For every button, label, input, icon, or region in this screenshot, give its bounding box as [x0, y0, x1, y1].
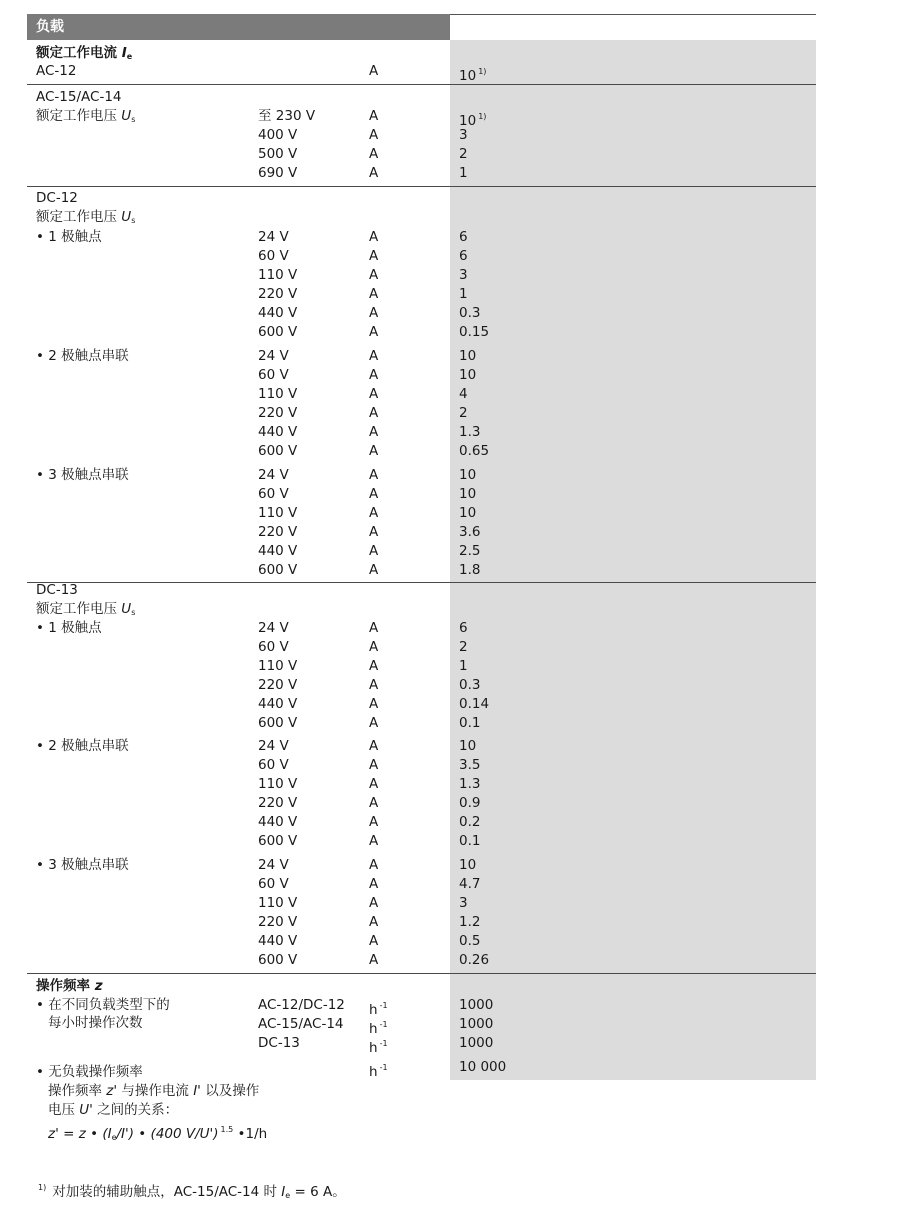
unit-cell: A [369, 443, 379, 459]
voltage-cell: 60 V [258, 248, 289, 264]
voltage-cell: 400 V [258, 127, 298, 143]
voltage-cell: 220 V [258, 286, 298, 302]
unit-cell: A [369, 505, 379, 521]
ac12-value: 10 $^{1)}$ [459, 67, 487, 84]
unit-cell: A [369, 757, 379, 773]
unit-cell: A [369, 658, 379, 674]
relation-line-2: 电压 U' 之间的关系： [48, 1102, 179, 1118]
voltage-cell: 60 V [258, 757, 289, 773]
value-cell: 1.3 [459, 776, 481, 792]
value-column-background [450, 40, 816, 1080]
value-cell: 6 [459, 229, 468, 245]
value-cell: 2.5 [459, 543, 481, 559]
load-category-cell: AC-12/DC-12 [258, 997, 345, 1013]
ac15-category: AC-15/AC-14 [36, 89, 122, 105]
voltage-cell: 110 V [258, 505, 298, 521]
relation-line-1: 操作频率 z' 与操作电流 I' 以及操作 [48, 1083, 260, 1099]
value-cell: 3 [459, 895, 468, 911]
frequency-load-label-2: 每小时操作次数 [48, 1015, 143, 1031]
voltage-cell: 600 V [258, 833, 298, 849]
voltage-cell: 600 V [258, 952, 298, 968]
unit-cell: A [369, 639, 379, 655]
value-cell: 0.15 [459, 324, 490, 340]
load-category-cell: AC-15/AC-14 [258, 1016, 344, 1032]
noload-value: 10 000 [459, 1059, 507, 1075]
noload-label: • 无负载操作频率 [36, 1064, 143, 1080]
section-divider [27, 186, 816, 187]
voltage-cell: 440 V [258, 424, 298, 440]
value-cell: 0.1 [459, 715, 481, 731]
unit-cell: A [369, 127, 379, 143]
value-cell: 0.3 [459, 305, 481, 321]
unit-cell: A [369, 324, 379, 340]
header-bar [27, 14, 450, 40]
value-cell: 10 $^{1)}$ [459, 112, 487, 129]
value-cell: 10 [459, 367, 477, 383]
voltage-cell: 220 V [258, 914, 298, 930]
unit-cell: A [369, 895, 379, 911]
contact-group-label: • 3 极触点串联 [36, 467, 129, 483]
section-divider [27, 582, 816, 583]
value-cell: 3.6 [459, 524, 481, 540]
voltage-cell: 440 V [258, 543, 298, 559]
value-cell: 1000 [459, 1016, 494, 1032]
unit-cell: A [369, 876, 379, 892]
ac12-unit: A [369, 63, 379, 79]
value-cell: 0.3 [459, 677, 481, 693]
page-title: 负载 [36, 19, 64, 35]
voltage-cell: 24 V [258, 229, 289, 245]
unit-cell: A [369, 795, 379, 811]
unit-cell: A [369, 814, 379, 830]
unit-cell: A [369, 386, 379, 402]
value-cell: 1.3 [459, 424, 481, 440]
value-cell: 3 [459, 127, 468, 143]
value-cell: 1 [459, 165, 468, 181]
unit-cell: A [369, 165, 379, 181]
voltage-cell: 24 V [258, 348, 289, 364]
unit-cell: A [369, 305, 379, 321]
voltage-cell: 220 V [258, 405, 298, 421]
unit-cell: A [369, 229, 379, 245]
footnote: $^{1)}$ 对加装的辅助触点，AC-15/AC-14 时 $I_e = 6$ A。 [38, 1183, 346, 1200]
value-cell: 10 [459, 348, 477, 364]
unit-cell: A [369, 108, 379, 124]
unit-cell: A [369, 738, 379, 754]
unit-cell: A [369, 677, 379, 693]
value-cell: 0.65 [459, 443, 490, 459]
value-cell: 1.2 [459, 914, 481, 930]
value-cell: 1 [459, 658, 468, 674]
voltage-cell: 24 V [258, 738, 289, 754]
voltage-cell: 60 V [258, 367, 289, 383]
unit-cell: h $^{-1}$ [369, 1039, 388, 1056]
voltage-cell: 440 V [258, 814, 298, 830]
unit-cell: A [369, 486, 379, 502]
voltage-cell: 60 V [258, 876, 289, 892]
dc13-voltage-label: 额定工作电压 $U_s$ [36, 601, 136, 617]
value-cell: 10 [459, 505, 477, 521]
value-cell: 2 [459, 405, 468, 421]
value-cell: 6 [459, 620, 468, 636]
value-cell: 0.14 [459, 696, 490, 712]
value-cell: 0.1 [459, 833, 481, 849]
value-cell: 10 [459, 857, 477, 873]
value-cell: 1000 [459, 1035, 494, 1051]
ac12-label: AC-12 [36, 63, 77, 79]
unit-cell: A [369, 715, 379, 731]
dc13-category: DC-13 [36, 582, 78, 598]
unit-cell: A [369, 405, 379, 421]
relation-formula: z' = z • $(I_e/I')$ • (400 V/U') $^{1.5}$ •1/h [48, 1125, 268, 1142]
voltage-cell: 440 V [258, 933, 298, 949]
voltage-cell: 440 V [258, 305, 298, 321]
value-cell: 0.5 [459, 933, 481, 949]
unit-cell: A [369, 833, 379, 849]
voltage-cell: 440 V [258, 696, 298, 712]
voltage-cell: 60 V [258, 639, 289, 655]
value-cell: 0.9 [459, 795, 481, 811]
unit-cell: A [369, 543, 379, 559]
voltage-cell: 110 V [258, 658, 298, 674]
voltage-cell: 220 V [258, 795, 298, 811]
contact-group-label: • 1 极触点 [36, 620, 102, 636]
contact-group-label: • 2 极触点串联 [36, 348, 129, 364]
unit-cell: A [369, 933, 379, 949]
section-divider [27, 84, 816, 85]
frequency-title: 操作频率 z [36, 978, 103, 994]
unit-cell: h $^{-1}$ [369, 1001, 388, 1018]
unit-cell: A [369, 776, 379, 792]
contact-group-label: • 1 极触点 [36, 229, 102, 245]
value-cell: 3 [459, 267, 468, 283]
unit-cell: A [369, 348, 379, 364]
value-cell: 10 [459, 486, 477, 502]
unit-cell: A [369, 857, 379, 873]
unit-cell: A [369, 620, 379, 636]
unit-cell: A [369, 524, 379, 540]
voltage-cell: 500 V [258, 146, 298, 162]
dc12-voltage-label: 额定工作电压 $U_s$ [36, 209, 136, 225]
voltage-cell: 110 V [258, 895, 298, 911]
voltage-cell: 110 V [258, 776, 298, 792]
voltage-cell: 690 V [258, 165, 298, 181]
load-category-cell: DC-13 [258, 1035, 300, 1051]
voltage-cell: 220 V [258, 677, 298, 693]
voltage-cell: 24 V [258, 620, 289, 636]
unit-cell: A [369, 146, 379, 162]
value-cell: 1000 [459, 997, 494, 1013]
voltage-cell: 24 V [258, 467, 289, 483]
voltage-cell: 110 V [258, 386, 298, 402]
value-cell: 10 [459, 738, 477, 754]
unit-cell: A [369, 286, 379, 302]
unit-cell: h $^{-1}$ [369, 1020, 388, 1037]
unit-cell: A [369, 562, 379, 578]
voltage-cell: 24 V [258, 857, 289, 873]
unit-cell: A [369, 267, 379, 283]
value-cell: 3.5 [459, 757, 481, 773]
voltage-cell: 600 V [258, 443, 298, 459]
noload-unit: h $^{-1}$ [369, 1063, 388, 1080]
unit-cell: A [369, 248, 379, 264]
value-cell: 1.8 [459, 562, 481, 578]
dc12-category: DC-12 [36, 190, 78, 206]
voltage-cell: 600 V [258, 324, 298, 340]
value-cell: 2 [459, 146, 468, 162]
unit-cell: A [369, 952, 379, 968]
contact-group-label: • 2 极触点串联 [36, 738, 129, 754]
value-cell: 4.7 [459, 876, 481, 892]
value-cell: 10 [459, 467, 477, 483]
unit-cell: A [369, 424, 379, 440]
value-cell: 0.2 [459, 814, 481, 830]
section-divider [27, 973, 816, 974]
ac15-voltage-label: 额定工作电压 $U_s$ [36, 108, 136, 124]
frequency-load-label-1: • 在不同负载类型下的 [36, 997, 170, 1013]
value-cell: 6 [459, 248, 468, 264]
voltage-cell: 110 V [258, 267, 298, 283]
value-cell: 0.26 [459, 952, 490, 968]
value-cell: 4 [459, 386, 468, 402]
value-cell: 1 [459, 286, 468, 302]
voltage-cell: 600 V [258, 562, 298, 578]
contact-group-label: • 3 极触点串联 [36, 857, 129, 873]
value-cell: 2 [459, 639, 468, 655]
rated-current-label: 额定工作电流 $I_e$ [36, 45, 133, 61]
voltage-cell: 60 V [258, 486, 289, 502]
voltage-cell: 600 V [258, 715, 298, 731]
voltage-cell: 220 V [258, 524, 298, 540]
unit-cell: A [369, 467, 379, 483]
header-topline [450, 14, 816, 15]
unit-cell: A [369, 696, 379, 712]
unit-cell: A [369, 367, 379, 383]
voltage-cell: 至 230 V [258, 108, 316, 124]
unit-cell: A [369, 914, 379, 930]
